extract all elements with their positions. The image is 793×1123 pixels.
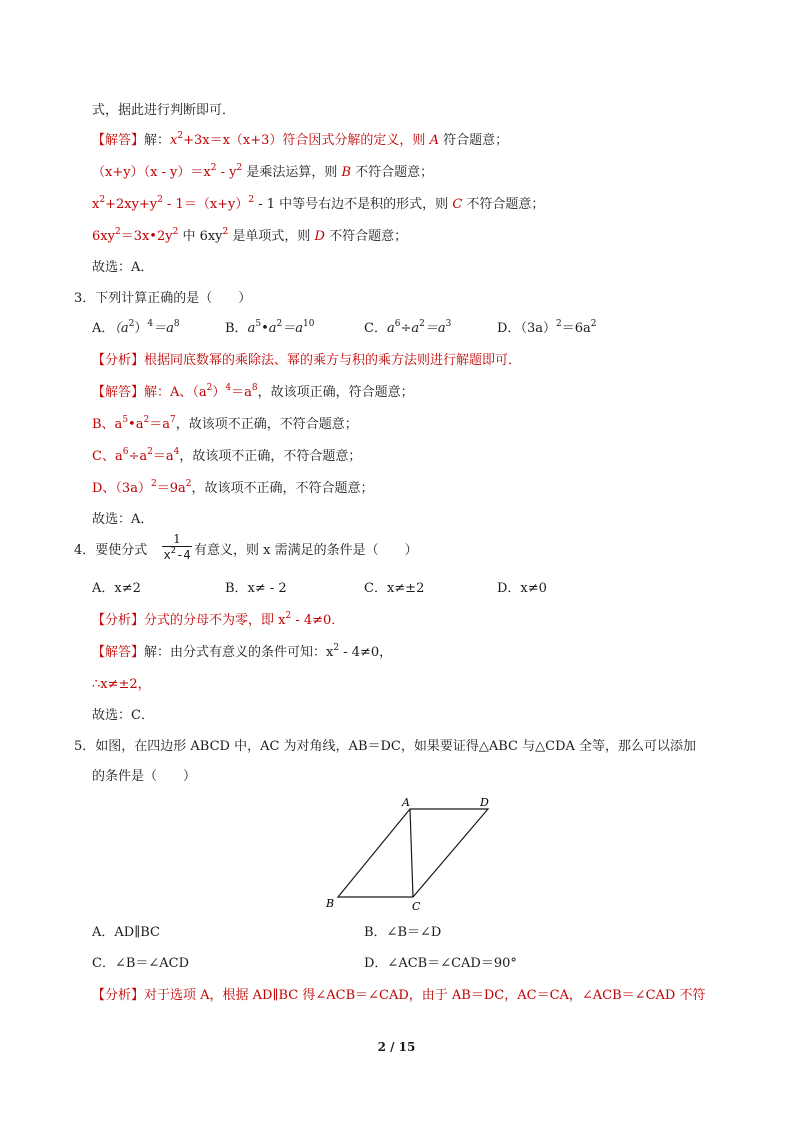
vertex-label-a: A — [402, 796, 410, 809]
vertex-label-d: D — [480, 796, 489, 809]
solution-line: 【解答】解：A、$(a^2)^4=a^8$，故该项正确，符合题意； — [92, 383, 414, 400]
fraction-numerator: 1 — [162, 532, 192, 547]
fraction-denominator: $x^2-4$ — [163, 546, 191, 562]
analysis-tag: 【分析】 — [92, 353, 145, 368]
option-b: B．∠B＝∠D — [364, 925, 442, 940]
page-number: 2 / 15 — [377, 1040, 416, 1054]
text-line: 式，据此进行判断即可． — [92, 103, 236, 118]
option-a: A．$(a^2)^4=a^8$ — [92, 319, 180, 336]
option-b: B．x≠ - 2 — [225, 581, 287, 596]
solution-line: 【解答】解：由分式有意义的条件可知：$x^2 - 4\ne 0$， — [92, 643, 393, 660]
option-c: C．$a^6\div a^2=a^3$ — [364, 319, 452, 336]
analysis-line: 【分析】根据同底数幂的乘除法、幂的乘方与积的乘方法则进行解题即可． — [92, 353, 522, 368]
question-stem-cont: 有意义，则 x 需满足的条件是（ ） — [194, 543, 418, 558]
option-d: D．∠ACB＝∠CAD＝90° — [364, 956, 517, 971]
option-a: A．AD∥BC — [92, 925, 160, 940]
option-a: A．x≠2 — [92, 581, 141, 596]
solution-line: $(x+y)(x - y)=x^2 - y^2$ 是乘法运算，则 B 不符合题意； — [92, 163, 434, 180]
solution-line: ∴x≠±2， — [92, 677, 151, 692]
analysis-line: 【分析】对于选项 A，根据 AD∥BC 得∠ACB＝∠CAD，由于 AB＝DC，AC＝CA，∠ACB＝∠CAD 不符 — [92, 988, 706, 1003]
answer-line: 故选：A． — [92, 512, 154, 527]
answer-tag: 【解答】 — [92, 133, 145, 148]
option-b: B．$a^5•a^2=a^{10}$ — [225, 319, 315, 336]
analysis-line: 【分析】分式的分母不为零，即 $x^2 - 4\ne 0$． — [92, 611, 345, 628]
question-stem: 3．下列计算正确的是（ ） — [74, 291, 252, 306]
solution-line: B、$a^5•a^2=a^7$，故该项不正确，不符合题意； — [92, 415, 358, 432]
solution-line: $6xy^2=3x•2y^2$ 中 $6xy^2$ 是单项式，则 D 不符合题意； — [92, 227, 408, 244]
option-d: D．$(3a)^2=6a^2$ — [497, 319, 597, 336]
solution-line: D、$(3a)^2=9a^2$，故该项不正确，不符合题意； — [92, 479, 374, 496]
option-d: D．x≠0 — [497, 581, 547, 596]
answer-line: 故选：A． — [92, 260, 154, 275]
question-stem: 4．要使分式 — [74, 543, 148, 558]
option-c: C．∠B＝∠ACD — [92, 956, 190, 971]
answer-line: 故选：C． — [92, 708, 154, 723]
option-c: C．x≠±2 — [364, 581, 425, 596]
vertex-label-b: B — [326, 897, 335, 910]
diagonal-ac — [410, 809, 413, 897]
solution-line: $x^2+2xy+y^2 - 1=(x+y)^2 - 1$ 中等号右边不是积的形式，则 C 不符合题意； — [92, 195, 545, 212]
vertex-label-c: C — [412, 900, 421, 913]
fraction — [162, 532, 192, 563]
question-stem: 5．如图，在四边形 ABCD 中，AC 为对角线，AB＝DC，如果要证得△ABC 与△CDA 全等，那么可以添加 — [74, 739, 697, 754]
solution-line: 【解答】解：$x^2+3x=x(x+3)$符合因式分解的定义，则 A 符合题意； — [92, 131, 509, 148]
solution-line: C、$a^6\div a^2=a^4$，故该项不正确，不符合题意； — [92, 447, 362, 464]
quadrilateral-figure — [320, 794, 500, 914]
question-stem-cont: 的条件是（ ） — [92, 769, 197, 784]
